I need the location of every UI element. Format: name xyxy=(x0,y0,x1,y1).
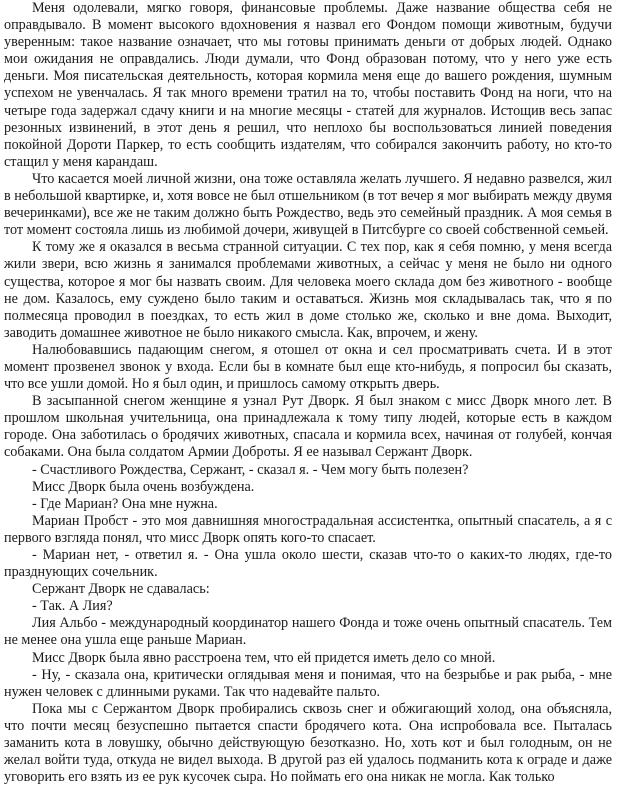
document-page xyxy=(4,0,612,786)
dialogue-line: - Ну, - сказала она, критически оглядывая меня и понимая, что на безрыбье и рак рыба, - мне нужен человек с длинными руками. Так что надевайте пальто. xyxy=(4,666,612,700)
dialogue-line: - Счастливого Рождества, Сержант, - сказал я. - Чем могу быть полезен? xyxy=(32,461,469,478)
paragraph: К тому же я оказался в весьма странной ситуации. С тех пор, как я себя помню, у меня всегда жили звери, всю жизнь я занимался проблемами животных, а сейчас у меня не было ни одного существа, которое я мог бы назвать своим. Для человека моего склада дом без животного - вообще не дом. Казалось, ему суждено было таким и оставаться. Жизнь моя складывалась так, что я по полмесяца проводил в поездках, то есть жил в доме столько же, сколько и вне дома. Выходит, заводить домашнее животное не было никакого смысла. Как, впрочем, и жену. xyxy=(4,239,612,341)
dialogue-line: - Мариан нет, - ответил я. - Она ушла около шести, сказав что-то о каких-то людях, где-то празднующих сочельник. xyxy=(4,547,612,581)
dialogue-line: - Так. А Лия? xyxy=(32,598,113,615)
paragraph: Пока мы с Сержантом Дворк пробирались сквозь снег и обжигающий холод, она объясняла, что почти месяц безуспешно пытается спасти бродячего кота. Она испробовала все. Пыталась заманить кота в ловушку, обычно действующую безотказно. Но, хоть кот и был голодным, он не желал войти туда, откуда не видел выхода. В другой раз ей удалось подманить кота к ограде и даже уговорить его взять из ее рук кусочек сыра. Но поймать его она никак не могла. Как только xyxy=(4,700,612,786)
paragraph: Мисс Дворк была явно расстроена тем, что ей придется иметь дело со мной. xyxy=(32,649,496,666)
paragraph: Меня одолевали, мягко говоря, финансовые проблемы. Даже название общества себя не оправдывало. В момент высокого вдохновения я назвал его Фондом помощи животным, будучи уверенным: такое название означает, что мы готовы принимать деньги от добрых людей. Однако мои ожидания не оправдались. Люди думали, что Фонд образован потому, что у него уже есть деньги. Моя писательская деятельность, которая кормила меня еще до вашего рождения, шумным успехом не увенчалась. Я так много времени тратил на то, чтобы поставить Фонд на ноги, что на четыре года задержал сдачу книги и на многие месяцы - статей для журналов. Истощив весь запас резонных извинений, в этот день я решил, что неплохо бы воспользоваться линией поведения покойной Дороти Паркер, то есть сообщить издателям, что собирался закончить работу, но кто-то стащил у меня карандаш. xyxy=(4,0,612,170)
paragraph: Что касается моей личной жизни, она тоже оставляла желать лучшего. Я недавно развелся, жил в небольшой квартирке, и, хотя вовсе не был отшельником (в тот вечер я мог выбирать между двумя вечеринками), все же не таким должно быть Рождество, ведь это семейный праздник. А моя семья в тот момент состояла лишь из любимой дочери, живущей в Питсбурге со своей собственной семьей. xyxy=(4,170,612,239)
paragraph: Мариан Пробст - это моя давнишняя многострадальная ассистентка, опытный спасатель, а я с первого взгляда понял, что мисс Дворк опять кого-то спасает. xyxy=(4,512,612,546)
paragraph: Налюбовавшись падающим снегом, я отошел от окна и сел просматривать счета. И в этот момент прозвенел звонок у входа. Если бы в комнате был еще кто-нибудь, я попросил бы сказать, что все ушли домой. Но я был один, и пришлось самому открыть дверь. xyxy=(4,341,612,393)
paragraph: Сержант Дворк не сдавалась: xyxy=(32,581,210,598)
paragraph: В засыпанной снегом женщине я узнал Рут Дворк. Я был знаком с мисс Дворк много лет. В прошлом школьная учительница, она принадлежала к тому типу людей, которые есть в каждом городе. Она заботилась о бродячих животных, спасала и кормила всех, начиная от голубей, кончая собаками. Она была солдатом Армии Доброты. Я ее называл Сержант Дворк. xyxy=(4,393,612,461)
paragraph: Лия Альбо - международный координатор нашего Фонда и тоже очень опытный спасатель. Тем не менее она ушла еще раньше Мариан. xyxy=(4,615,612,649)
dialogue-line: - Где Мариан? Она мне нужна. xyxy=(32,495,218,512)
paragraph: Мисс Дворк была очень возбуждена. xyxy=(32,478,255,495)
